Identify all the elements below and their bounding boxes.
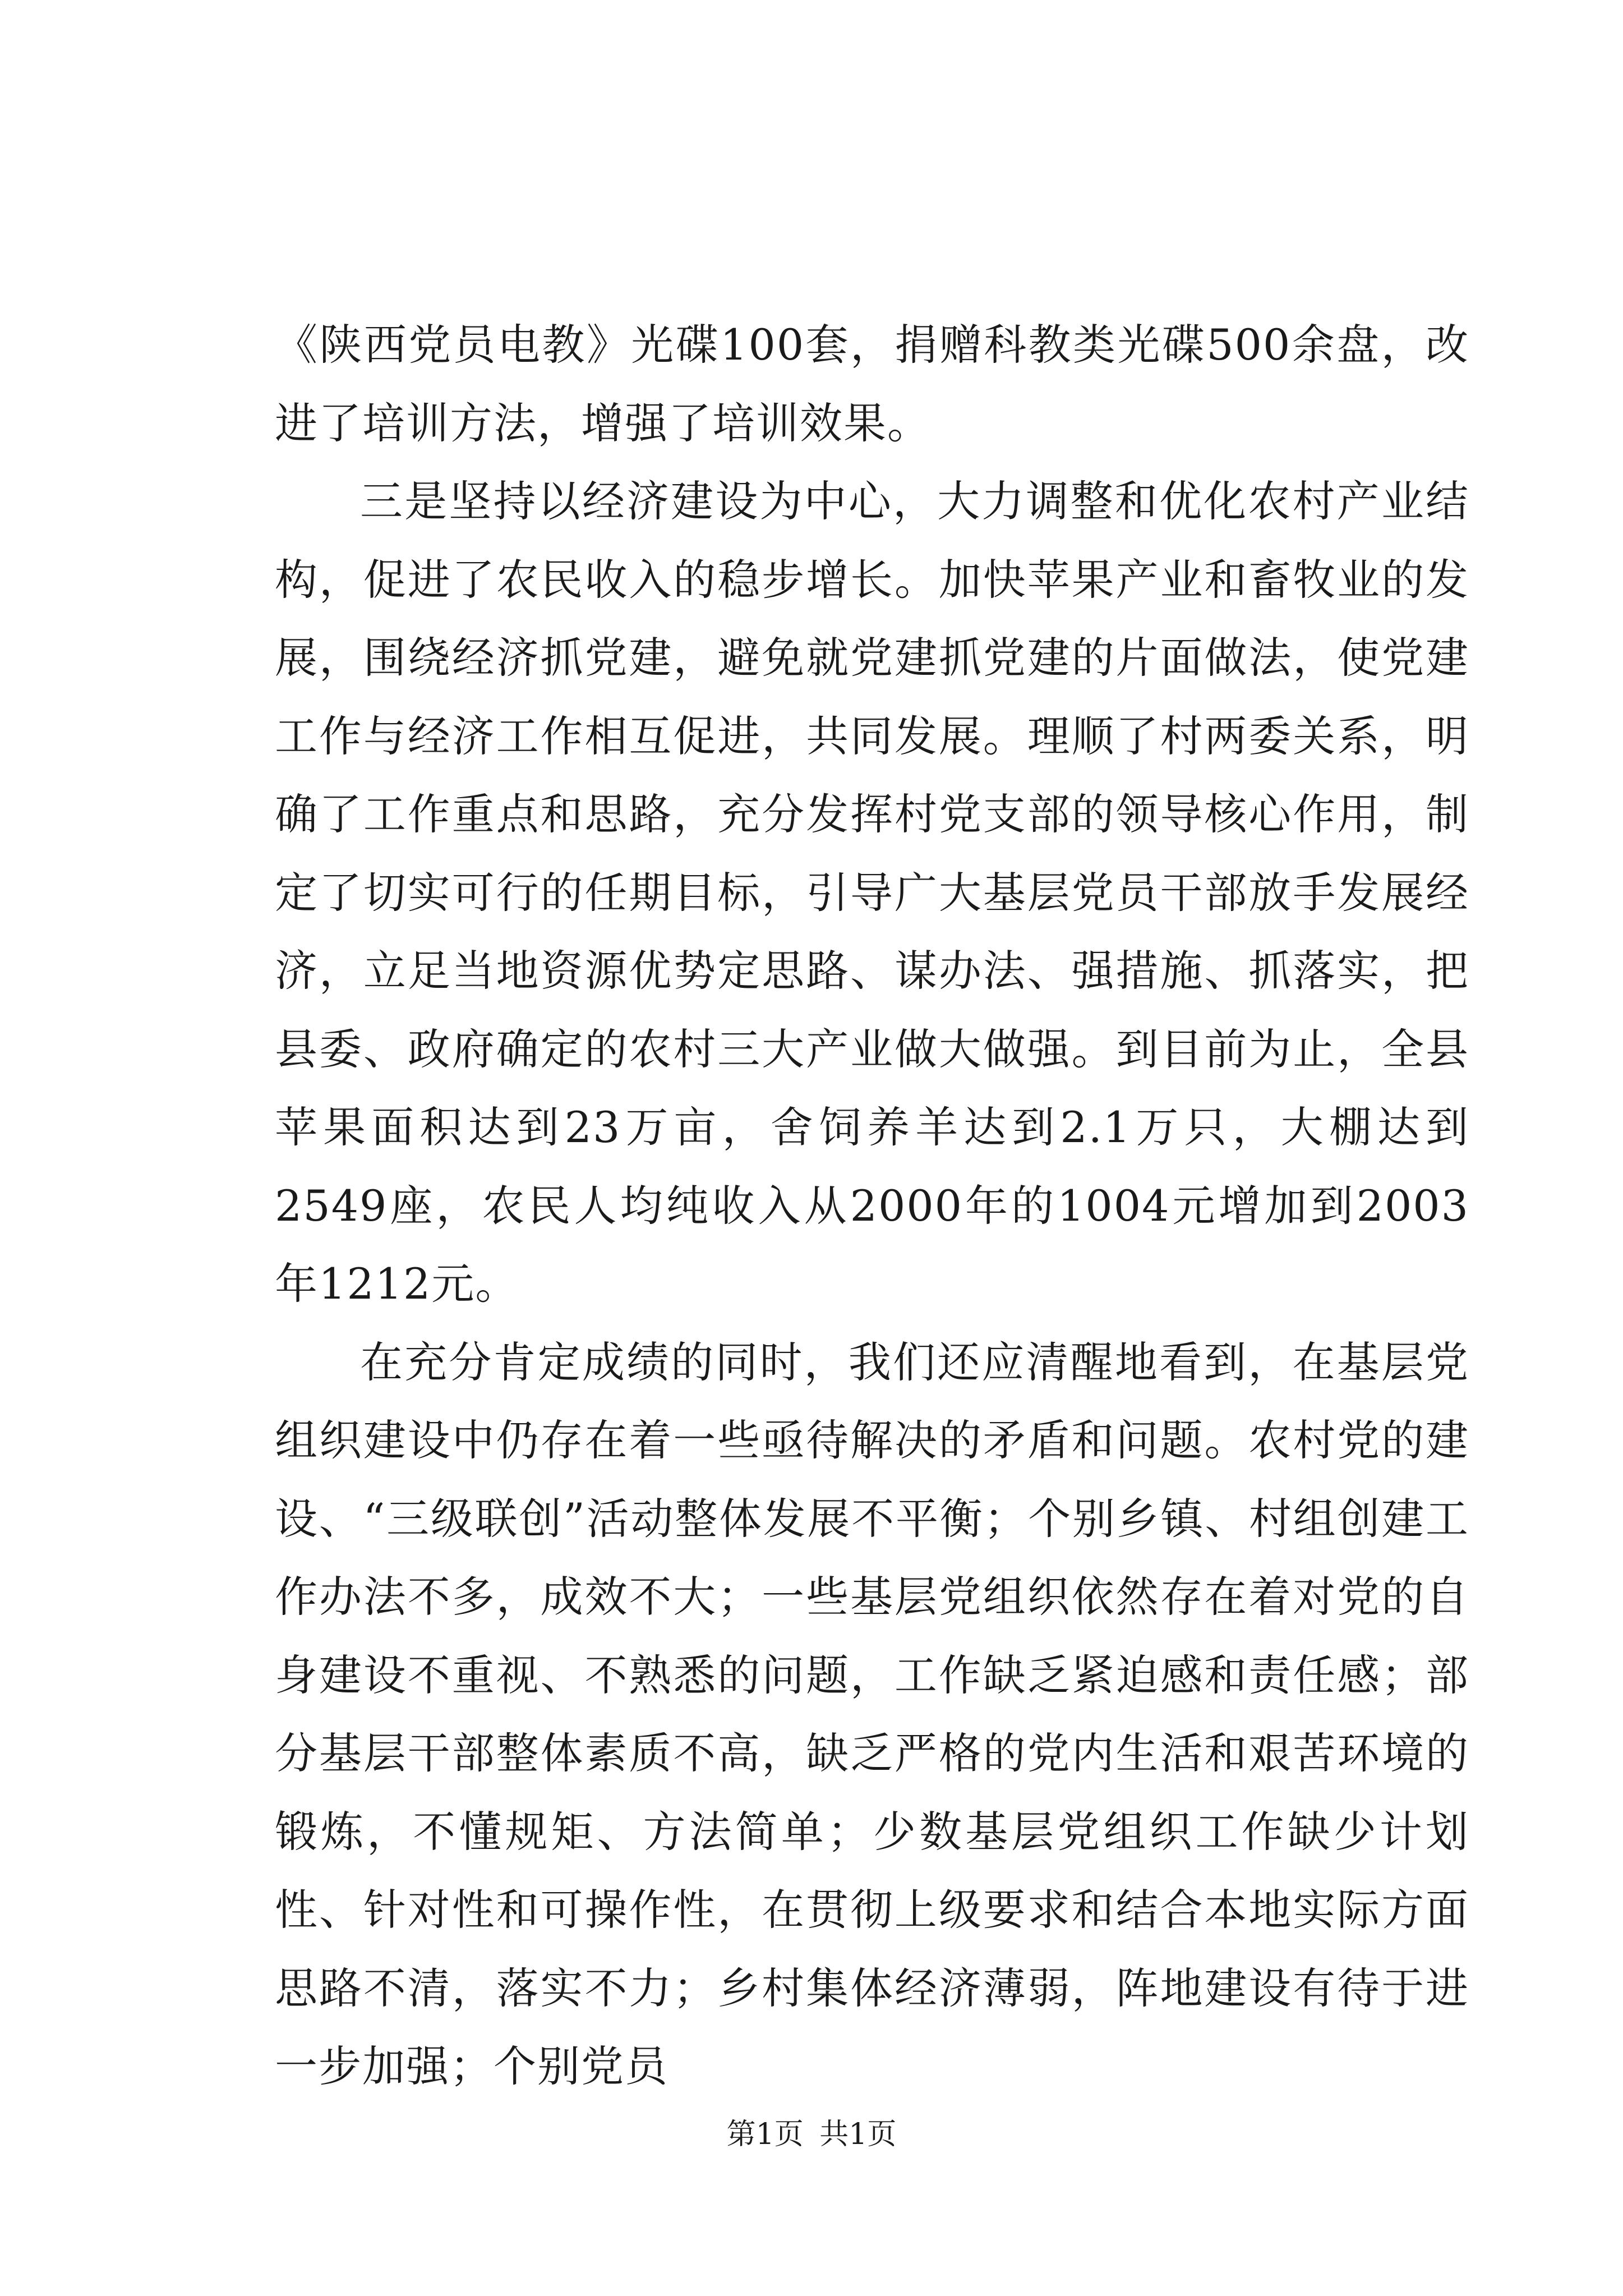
paragraph-2: 三是坚持以经济建设为中心，大力调整和优化农村产业结构，促进了农民收入的稳步增长。加快苹果产业和畜牧业的发展，围绕经济抓党建，避免就党建抓党建的片面做法，使党建工作与经济工作相互促进，共同发展。理顺了村两委关系，明确了工作重点和思路，充分发挥村党支部的领导核心作用，制定了切实可行的任期目标，引导广大基层党员干部放手发展经济，立足当地资源优势定思路、谋办法、强措施、抓落实，把县委、政府确定的农村三大产业做大做强。到目前为止，全县苹果面积达到23万亩，舍饲养羊达到2.1万只，大棚达到2549座，农民人均纯收入从2000年的1004元增加到2003年1212元。 [275,476,1469,1309]
paragraph-3: 在充分肯定成绩的同时，我们还应清醒地看到，在基层党组织建设中仍存在着一些亟待解决的矛盾和问题。农村党的建设、“三级联创”活动整体发展不平衡；个别乡镇、村组创建工作办法不多，成效不大；一些基层党组织依然存在着对党的自身建设不重视、不熟悉的问题，工作缺乏紧迫感和责任感；部分基层干部整体素质不高，缺乏严格的党内生活和艰苦环境的锻炼，不懂规矩、方法简单；少数基层党组织工作缺少计划性、针对性和可操作性，在贯彻上级要求和结合本地实际方面思路不清，落实不力；乡村集体经济薄弱，阵地建设有待于进一步加强；个别党员 [275,1337,1469,2091]
page-number: 第1页 [726,2118,804,2151]
document-body [275,306,1469,2106]
paragraph-1: 《陕西党员电教》光碟100套，捐赠科教类光碟500余盘，改进了培训方法，增强了培训效果。 [275,320,1469,448]
page-footer [0,2115,1623,2154]
page-total: 共1页 [819,2118,897,2151]
